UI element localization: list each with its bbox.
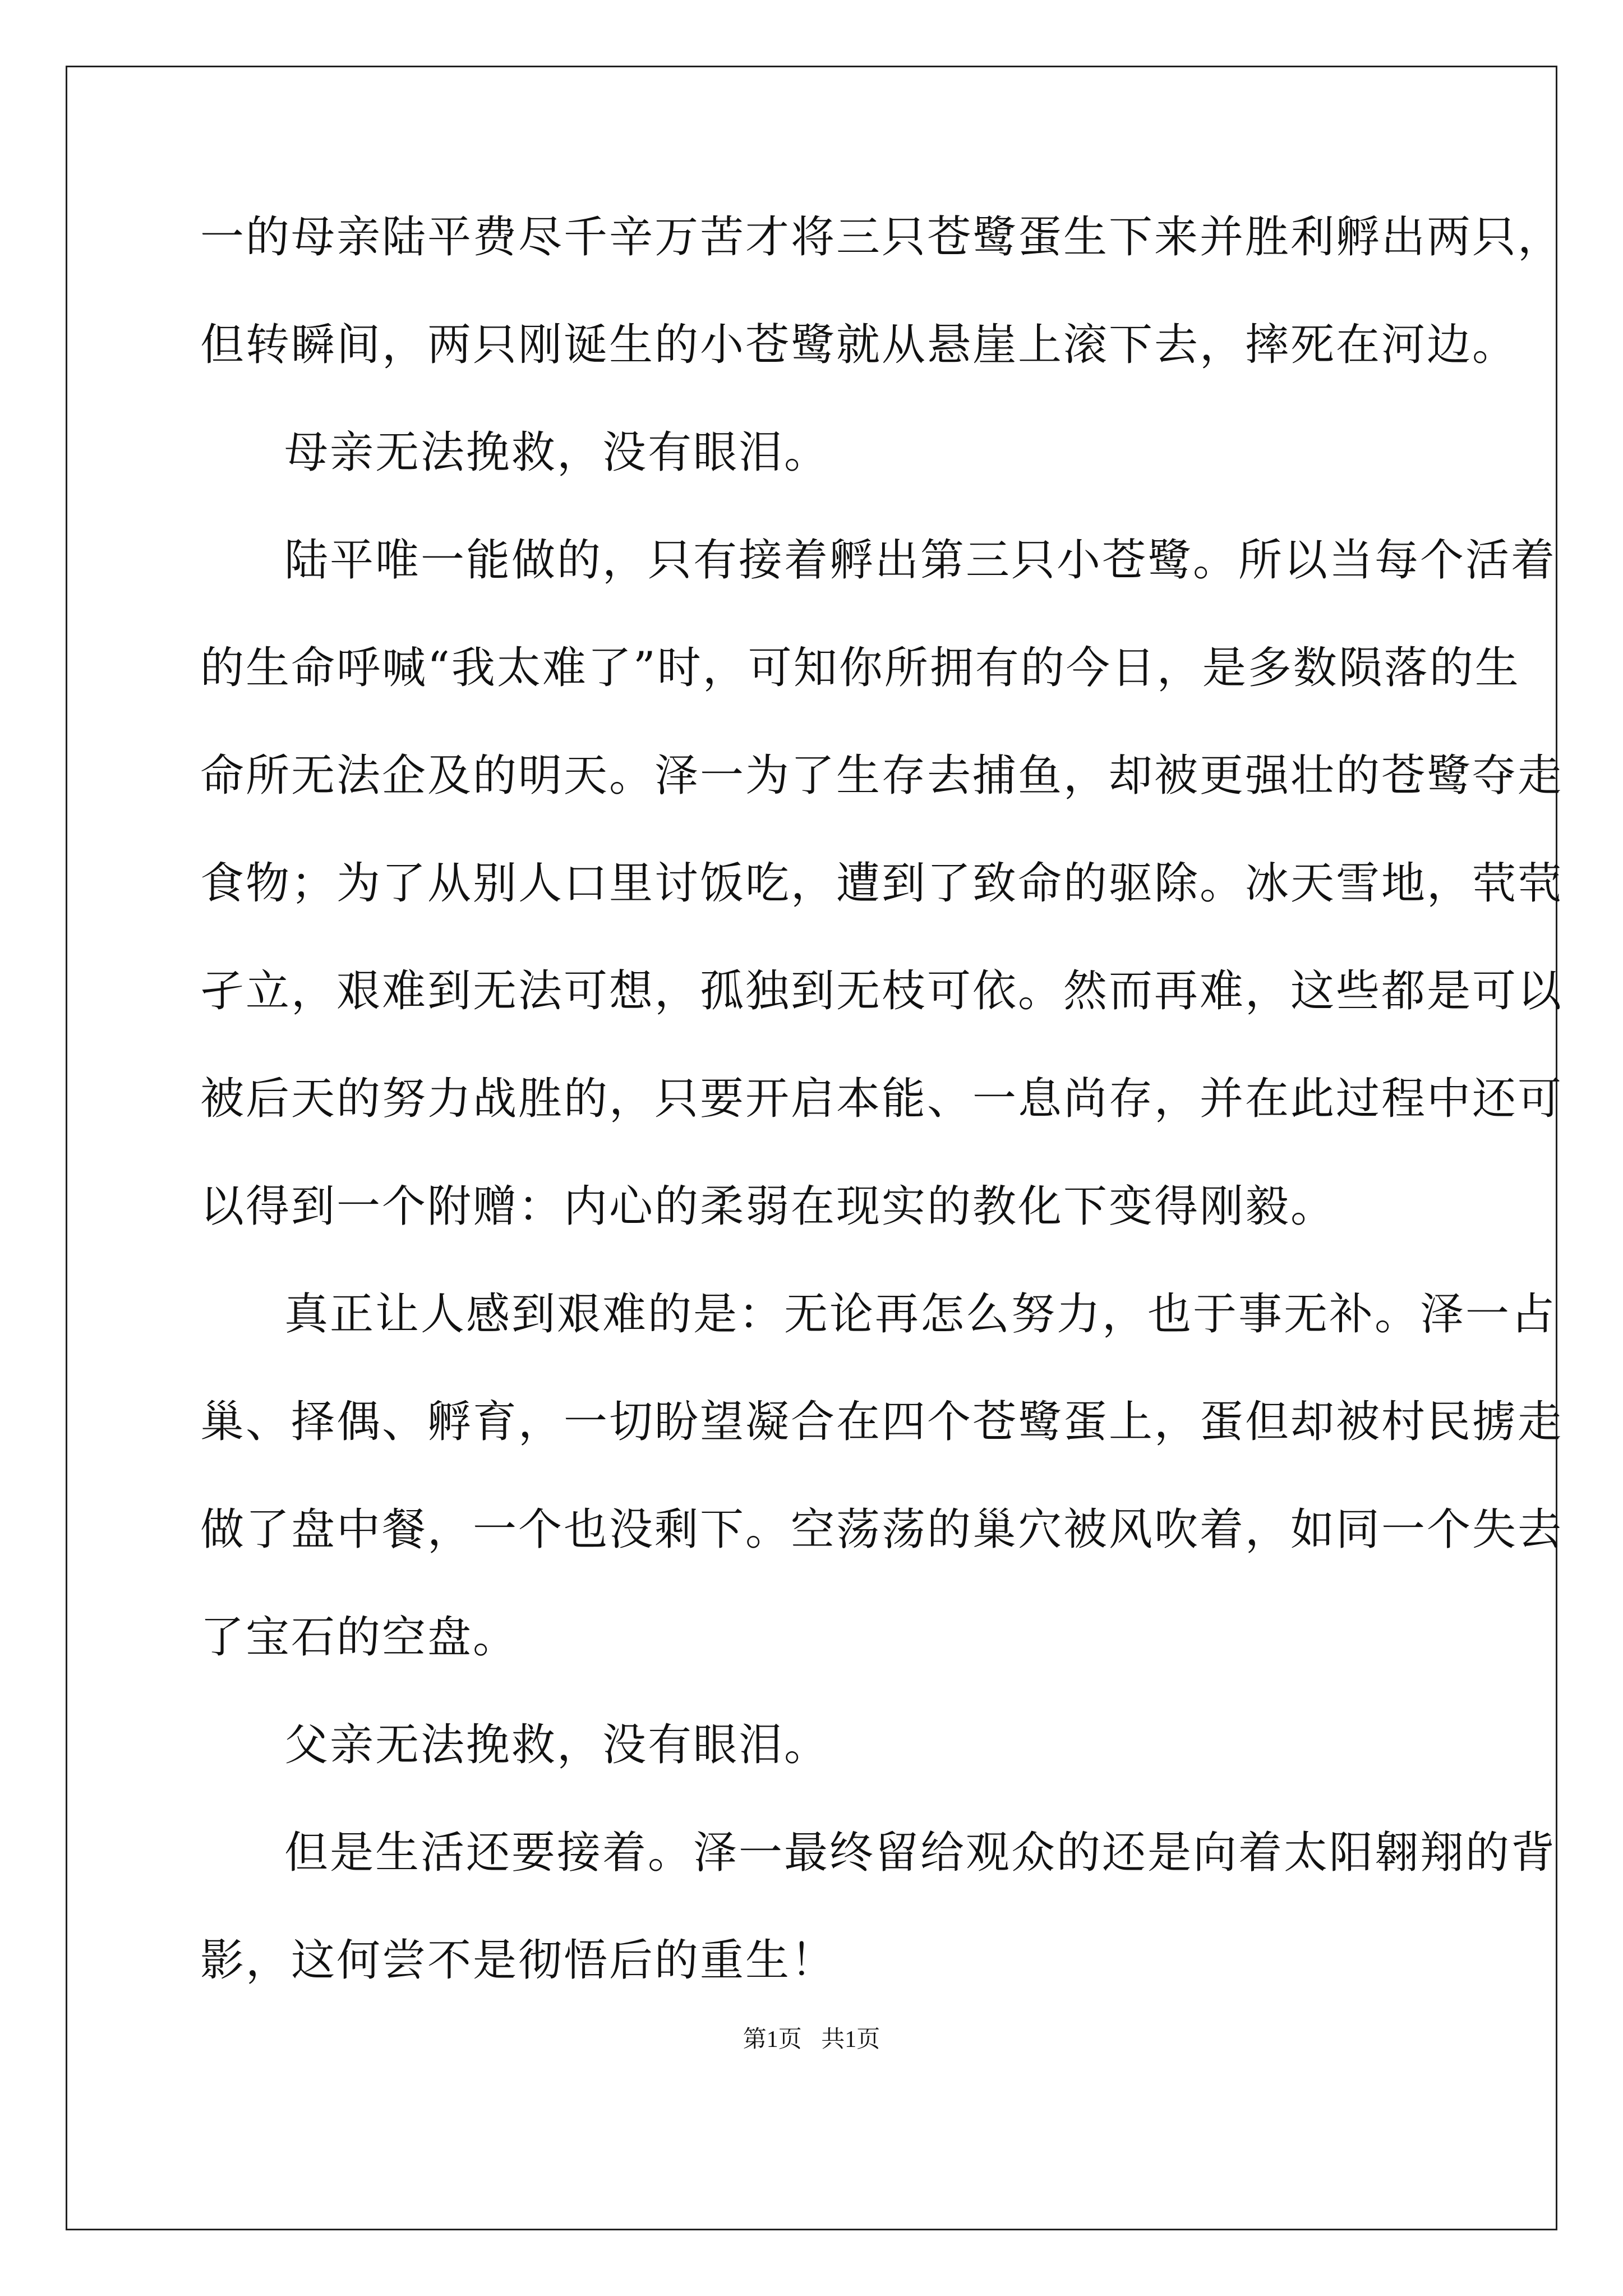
paragraph-line: 命所无法企及的明天。泽一为了生存去捕鱼，却被更强壮的苍鹭夺走 <box>200 751 1564 801</box>
paragraph-line: 巢、择偶、孵育，一切盼望凝合在四个苍鹭蛋上，蛋但却被村民掳走 <box>200 1397 1564 1447</box>
paragraph-line: 真正让人感到艰难的是：无论再怎么努力，也于事无补。泽一占 <box>284 1289 1557 1340</box>
paragraph-line: 陆平唯一能做的，只有接着孵出第三只小苍鹭。所以当每个活着 <box>284 535 1557 586</box>
paragraph-line: 做了盘中餐，一个也没剩下。空荡荡的巢穴被风吹着，如同一个失去 <box>200 1504 1564 1555</box>
page-number: 第1页 <box>743 2027 802 2053</box>
paragraph-line: 母亲无法挽救，没有眼泪。 <box>284 427 830 478</box>
paragraph-line: 食物；为了从别人口里讨饭吃，遭到了致命的驱除。冰天雪地，茕茕 <box>200 858 1564 909</box>
paragraph-line: 孑立，艰难到无法可想，孤独到无枝可依。然而再难，这些都是可以 <box>200 966 1564 1016</box>
paragraph-line: 了宝石的空盘。 <box>200 1612 519 1663</box>
paragraph-line: 被后天的努力战胜的，只要开启本能、一息尚存，并在此过程中还可 <box>200 1074 1564 1124</box>
paragraph-line: 但转瞬间，两只刚诞生的小苍鹭就从悬崖上滚下去，摔死在河边。 <box>200 320 1518 370</box>
paragraph-line: 以得到一个附赠：内心的柔弱在现实的教化下变得刚毅。 <box>200 1181 1336 1232</box>
paragraph-line: 但是生活还要接着。泽一最终留给观众的还是向着太阳翱翔的背 <box>284 1828 1557 1878</box>
document-body <box>200 212 1564 2043</box>
page-footer <box>0 2021 1623 2054</box>
paragraph-line: 父亲无法挽救，没有眼泪。 <box>284 1720 830 1770</box>
paragraph-line: 一的母亲陆平费尽千辛万苦才将三只苍鹭蛋生下来并胜利孵出两只， <box>200 212 1564 263</box>
paragraph-line: 影，这何尝不是彻悟后的重生！ <box>200 1935 837 1986</box>
paragraph-line: 的生命呼喊“我太难了”时，可知你所拥有的今日，是多数陨落的生 <box>200 643 1520 693</box>
page-total: 共1页 <box>821 2027 880 2053</box>
